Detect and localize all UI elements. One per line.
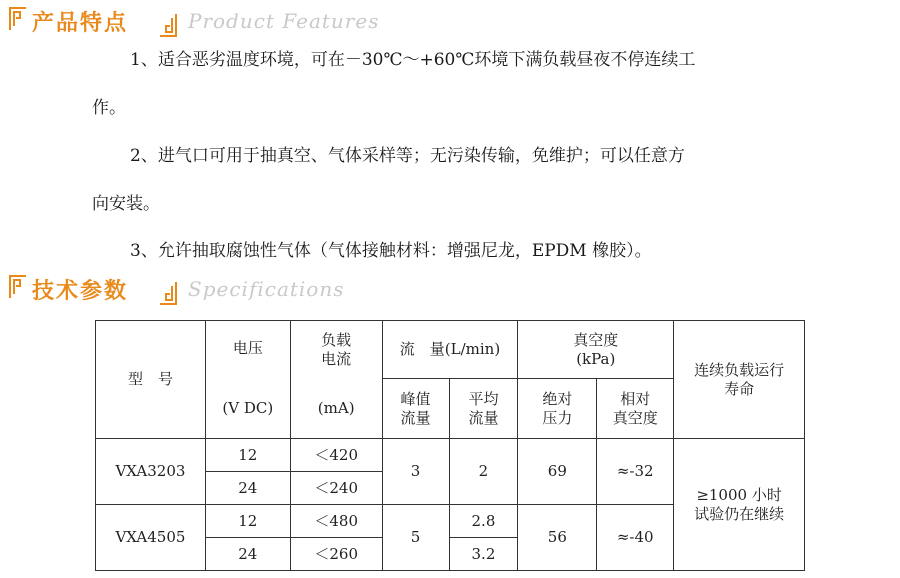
header-flow: 流 量(L/min) (382, 321, 518, 379)
features-header (8, 4, 888, 40)
cell-current: ＜240 (290, 472, 382, 505)
header-vacuum: 真空度 (kPa) (518, 321, 674, 379)
cell-model: VXA3203 (96, 439, 206, 505)
specs-title: 技术参数 (32, 279, 129, 304)
cell-voltage: 24 (205, 472, 290, 505)
header-current: 负载 电流 (290, 321, 382, 379)
feature-3-line1: 3、允许抽取腐蚀性气体（气体接触材料：增强尼龙，EPDM 橡胶）。 (130, 241, 652, 261)
header-vac-rel: 相对 真空度 (597, 379, 674, 439)
cell-model: VXA4505 (96, 505, 206, 571)
cell-voltage: 24 (205, 538, 290, 571)
cell-vac-abs: 56 (518, 505, 597, 571)
specs-header (8, 272, 888, 308)
table-row (96, 439, 805, 472)
specs-subtitle: Specifications (188, 277, 345, 301)
cell-current: ＜420 (290, 439, 382, 472)
cell-life: ≥1000 小时 试验仍在继续 (674, 439, 805, 571)
header-flow-avg: 平均 流量 (449, 379, 518, 439)
header-vac-abs: 绝对 压力 (518, 379, 597, 439)
cell-flow-avg: 3.2 (449, 538, 518, 571)
feature-1-line2: 作。 (92, 98, 126, 118)
cell-vac-rel: ≈-40 (597, 505, 674, 571)
feature-2-line1: 2、进气口可用于抽真空、气体采样等；无污染传输，免维护；可以任意方 (130, 146, 685, 166)
feature-1-line1: 1、适合恶劣温度环境，可在－30℃～+60℃环境下满负载昼夜不停连续工 (130, 50, 696, 70)
cell-flow-avg: 2.8 (449, 505, 518, 538)
spec-table (95, 320, 805, 571)
header-voltage-unit: (V DC) (205, 379, 290, 439)
features-subtitle: Product Features (188, 9, 380, 33)
cell-voltage: 12 (205, 505, 290, 538)
cell-vac-rel: ≈-32 (597, 439, 674, 505)
cell-current: ＜260 (290, 538, 382, 571)
header-life: 连续负载运行 寿命 (674, 321, 805, 439)
cell-current: ＜480 (290, 505, 382, 538)
cell-vac-abs: 69 (518, 439, 597, 505)
cell-flow-avg: 2 (449, 439, 518, 505)
table-header-row (96, 321, 805, 379)
header-current-unit: (mA) (290, 379, 382, 439)
cell-flow-peak: 3 (382, 439, 449, 505)
cell-voltage: 12 (205, 439, 290, 472)
cell-flow-peak: 5 (382, 505, 449, 571)
header-voltage: 电压 (205, 321, 290, 379)
header-flow-peak: 峰值 流量 (382, 379, 449, 439)
feature-2-line2: 向安装。 (92, 194, 160, 214)
header-model: 型 号 (96, 321, 206, 439)
features-title: 产品特点 (32, 11, 129, 36)
